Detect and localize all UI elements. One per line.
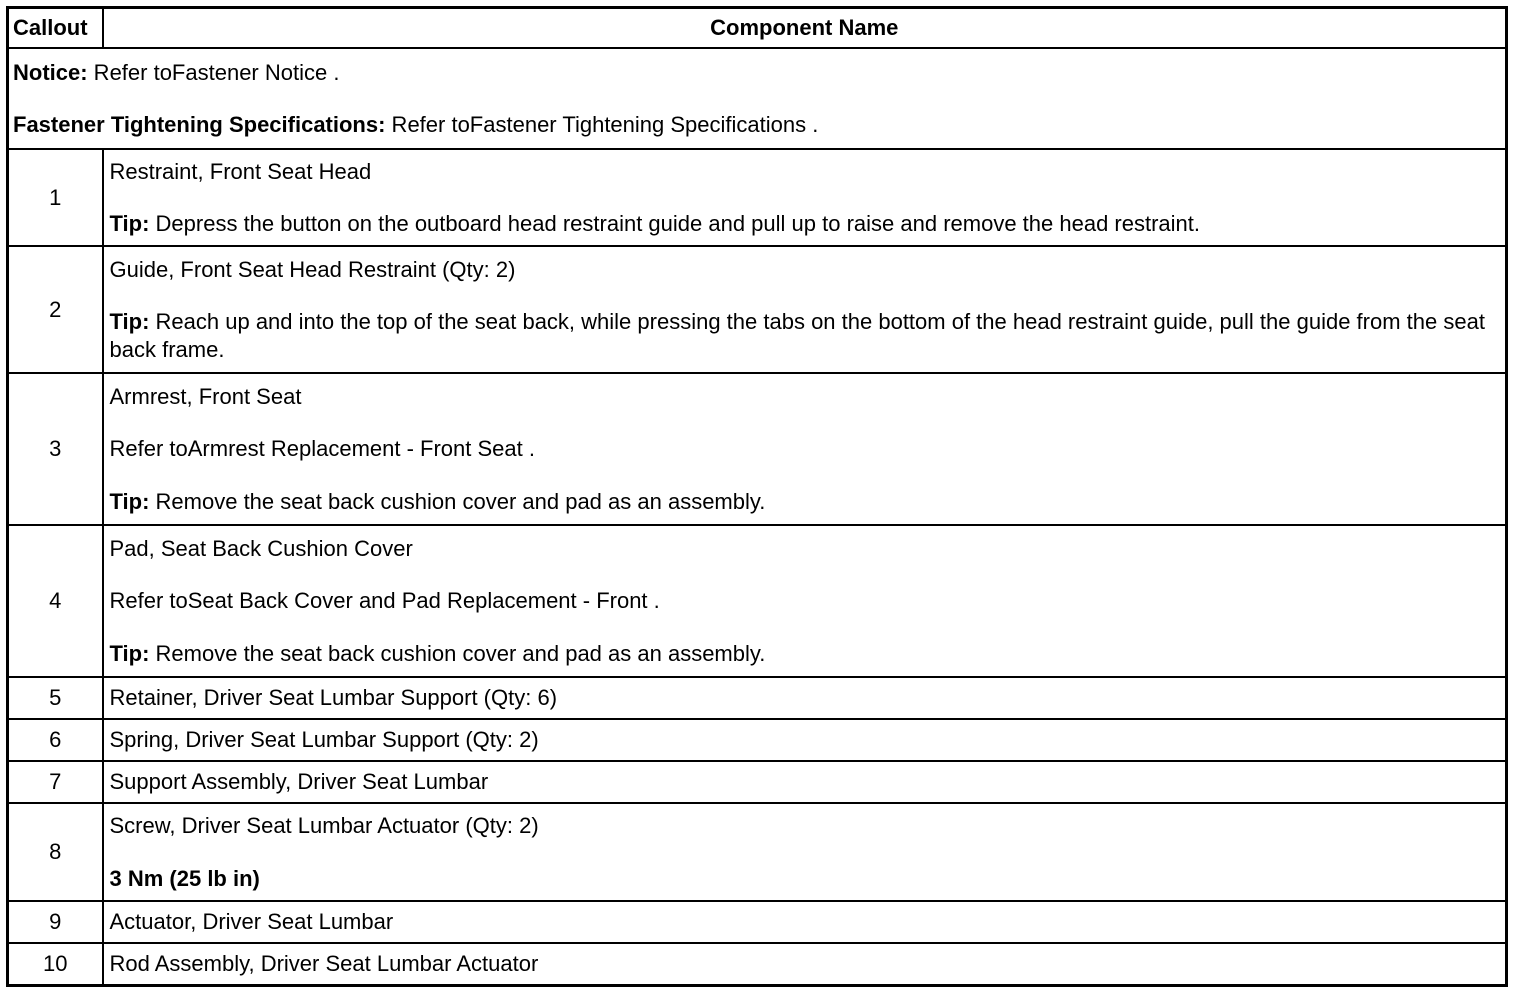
torque-spec: 3 Nm (25 lb in) (109, 865, 260, 891)
table-row (8, 677, 1507, 719)
callout-cell: 9 (8, 901, 103, 943)
table-header-row (8, 8, 1507, 49)
callout-header: Callout (8, 8, 103, 49)
table-row (8, 149, 1507, 246)
component-name: Spring, Driver Seat Lumbar Support (Qty: 2) (103, 719, 1507, 761)
callout-cell: 6 (8, 719, 103, 761)
tip-label: Tip: (109, 640, 150, 666)
tip-label: Tip: (109, 211, 150, 236)
component-name: Actuator, Driver Seat Lumbar (103, 901, 1507, 943)
component-name-header: Component Name (103, 8, 1507, 49)
callout-cell: 3 (8, 373, 103, 525)
table-row (8, 943, 1507, 985)
callout-cell: 5 (8, 677, 103, 719)
tip-text: Depress the button on the outboard head restraint guide and pull up to raise and remove the head restraint. (149, 211, 1200, 236)
tip-text: Remove the seat back cushion cover and pad as an assembly. (149, 640, 766, 666)
callout-cell: 4 (8, 525, 103, 677)
component-name: Screw, Driver Seat Lumbar Actuator (Qty: 2) (109, 813, 539, 838)
tip-line (110, 488, 1500, 516)
spec-label: Fastener Tightening Specifications: (13, 112, 386, 137)
component-name: Rod Assembly, Driver Seat Lumbar Actuator (103, 943, 1507, 985)
spec-line (13, 111, 1501, 139)
tip-text: Remove the seat back cushion cover and pad as an assembly. (149, 488, 766, 514)
spec-text: Refer toFastener Tightening Specifications . (385, 112, 819, 137)
component-name: Restraint, Front Seat Head (109, 158, 372, 184)
callout-cell: 10 (8, 943, 103, 985)
notice-label: Notice: (13, 59, 88, 85)
table-row (8, 373, 1507, 525)
callout-cell: 7 (8, 761, 103, 803)
callout-cell: 1 (8, 149, 103, 246)
callout-cell: 2 (8, 246, 103, 373)
notice-row (8, 48, 1507, 149)
component-table (6, 6, 1508, 987)
tip-label: Tip: (109, 488, 150, 514)
notice-text: Refer toFastener Notice . (87, 59, 340, 85)
tip-line (110, 308, 1500, 363)
table-row (8, 803, 1507, 901)
tip-label: Tip: (109, 309, 150, 335)
component-name: Support Assembly, Driver Seat Lumbar (103, 761, 1507, 803)
tip-line (110, 210, 1500, 238)
tip-line (110, 640, 1500, 668)
component-name: Armrest, Front Seat (109, 383, 302, 409)
component-name: Guide, Front Seat Head Restraint (Qty: 2) (109, 256, 516, 282)
component-name: Pad, Seat Back Cushion Cover (109, 535, 413, 561)
table-row (8, 719, 1507, 761)
table-row (8, 525, 1507, 677)
tip-text: Reach up and into the top of the seat back, while pressing the tabs on the bottom of the head restraint guide, pull the guide from the seat back frame. (109, 309, 1485, 362)
table-row (8, 761, 1507, 803)
table-row (8, 901, 1507, 943)
notice-line (13, 59, 1501, 87)
component-name: Retainer, Driver Seat Lumbar Support (Qty: 6) (103, 677, 1507, 719)
reference-line: Refer toSeat Back Cover and Pad Replacement - Front . (109, 588, 660, 614)
reference-line: Refer toArmrest Replacement - Front Seat . (109, 436, 535, 462)
table-row (8, 246, 1507, 373)
callout-cell: 8 (8, 803, 103, 901)
